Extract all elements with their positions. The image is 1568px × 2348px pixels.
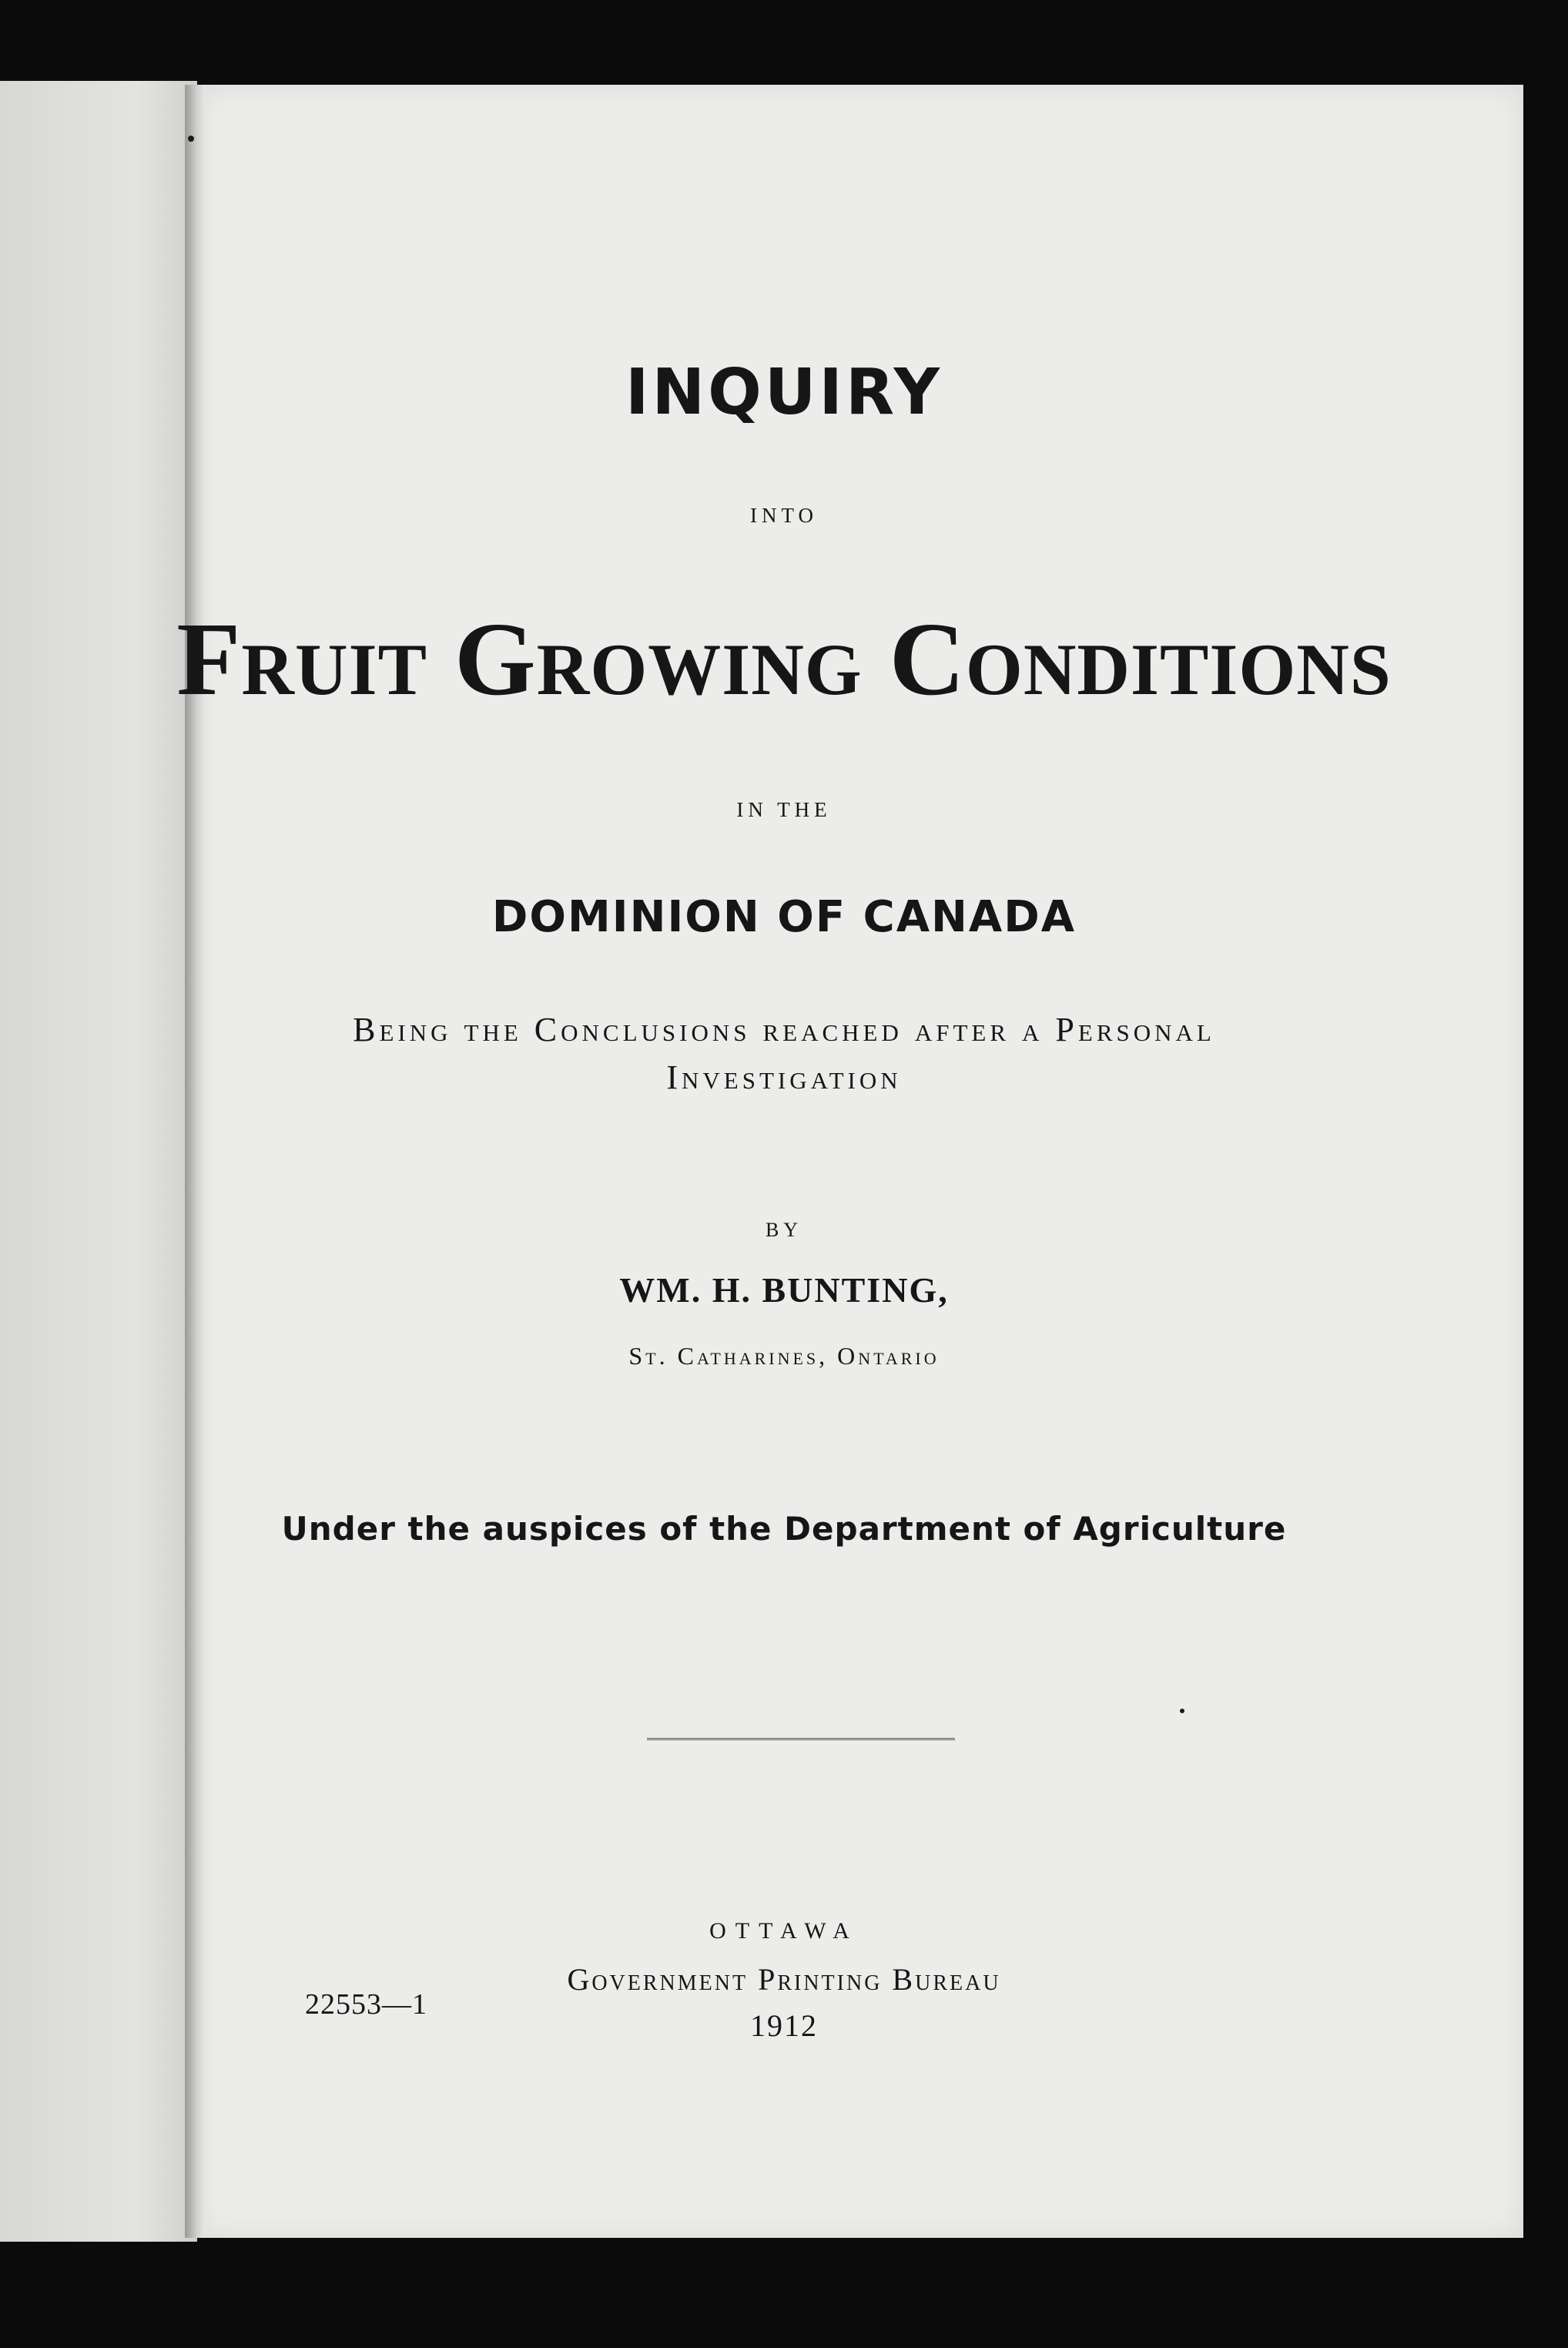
ink-speck — [188, 136, 194, 142]
imprint-city: OTTAWA — [709, 1918, 859, 1944]
page-title: INQUIRY — [625, 356, 943, 429]
author-name: WM. H. BUNTING, — [619, 1270, 949, 1310]
subtitle-line-1: Being the Conclusions reached after a Personal — [353, 1011, 1215, 1048]
connector-by: BY — [765, 1219, 803, 1241]
serial-number: 22553—1 — [305, 1988, 427, 2021]
author-place: St. Catharines, Ontario — [628, 1342, 940, 1370]
connector-into: INTO — [750, 504, 818, 527]
dominion-heading: DOMINION OF CANADA — [491, 892, 1077, 942]
auspices-line: Under the auspices of the Department of Agriculture — [281, 1510, 1287, 1548]
ink-speck — [1180, 1709, 1184, 1713]
decorative-rule — [647, 1738, 955, 1740]
main-title: Fruit Growing Conditions — [176, 602, 1392, 717]
subtitle — [0, 1006, 1568, 1102]
imprint-year: 1912 — [750, 2008, 818, 2043]
connector-in-the: IN THE — [736, 798, 832, 821]
subtitle-line-2: Investigation — [666, 1058, 902, 1096]
imprint-printer: Government Printing Bureau — [567, 1962, 1001, 1997]
